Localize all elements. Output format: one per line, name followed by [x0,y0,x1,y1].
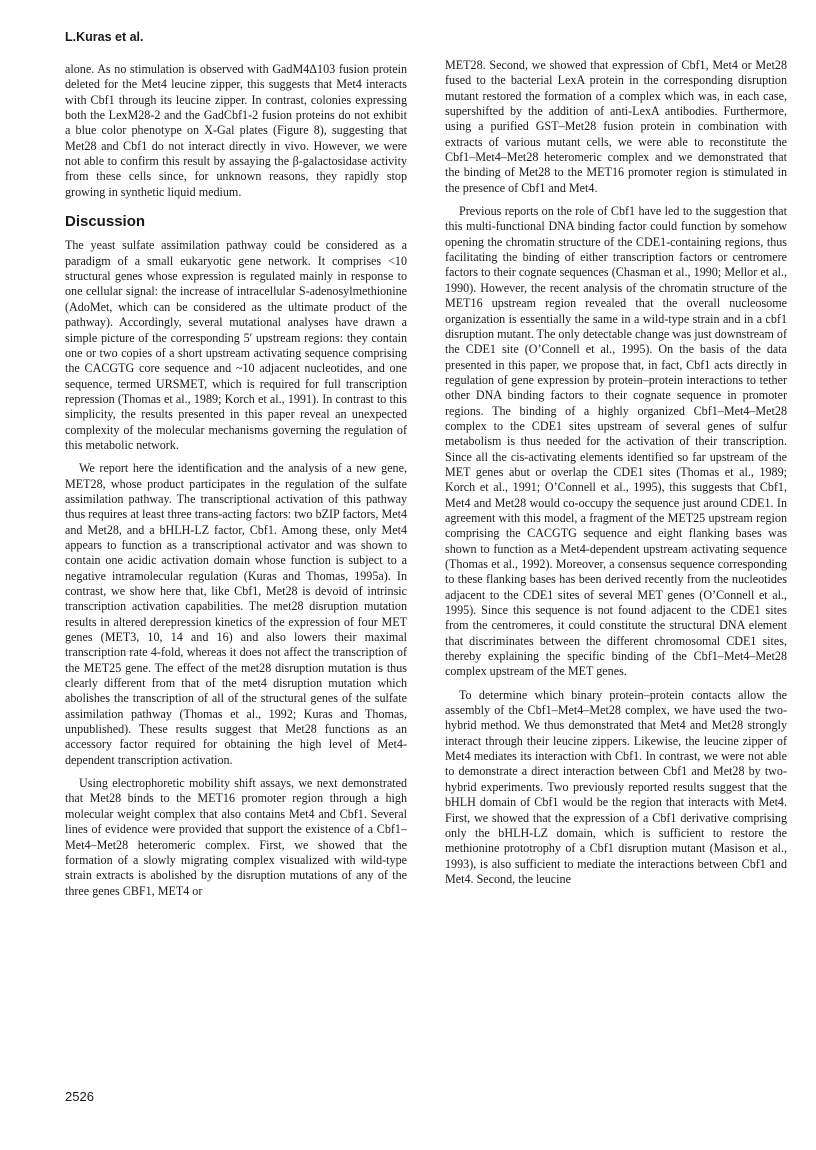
discussion-paragraph-1: The yeast sulfate assimilation pathway could be considered as a paradigm of a small eukaryotic gene network. It comprises <10 structural genes whose expression is regulated mainly in response to one cellular signal: the increase of intracellular S-adenosylmethionine (AdoMet, which can be considered as the ultimate product of the pathway). Accordingly, several mutational analyses have drawn a simple picture of the corresponding 5′ upstream regions: they contain one or two copies of a short upstream activating sequence comprising the CACGTG core sequence and ~10 adjacent nucleotides, and one sequence, termed URSMET, which is required for full transcription repression (Thomas et al., 1989; Korch et al., 1991). In contrast to this simplicity, the results presented in this paper reveal an unexpected complexity of the molecular mechanisms governing the regulation of this metabolic network. [65,238,407,452]
discussion-paragraph-5: To determine which binary protein–protein contacts allow the assembly of the Cbf1–Met4–Met28 complex, we have used the two-hybrid method. We thus demonstrated that Met4 and Met28 strongly interact through their leucine zippers. Likewise, the leucine zipper of Met4 mediates its interaction with Cbf1. In contrast, we were not able to demonstrate a direct interaction between Cbf1 and Met28 by two-hybrid experiments. Two previously reported results suggest that the bHLH domain of Cbf1 would be the region that interacts with Met4. First, we showed that the expression of a Cbf1 derivative comprising only the bHLH-LZ domain, which is sufficient to restore the methionine prototrophy of a Cbf1 disruption mutant (Masison et al., 1993), is also sufficient to mediate the interactions between Cbf1 and Met4. Second, the leucine [445,687,787,886]
intro-paragraph: alone. As no stimulation is observed with GadM4Δ103 fusion protein deleted for the Met4 leucine zipper, this suggests that Met4 interacts with Cbf1 through its leucine zipper. In contrast, colonies expressing both the LexM28-2 and the GadCbf1-2 fusion proteins do not exhibit a blue color phenotype on X-Gal plates (Figure 8), suggesting that Met28 and Cbf1 do not interact directly in vivo. However, we were not able to confirm this result by assaying the β-galactosidase activity from these cells since, for unknown reasons, they rapidly stop growing in synthetic liquid medium. [65,62,407,199]
section-heading-discussion: Discussion [65,213,146,231]
running-head: L.Kuras et al. [65,30,144,44]
left-column [65,62,407,899]
discussion-paragraph-3: Using electrophoretic mobility shift assays, we next demonstrated that Met28 binds to the MET16 promoter region through a high molecular weight complex that also contains Met4 and Cbf1. Several lines of evidence were provided that support the existence of a Cbf1–Met4–Met28 heteromeric complex. First, we showed that the formation of a slowly migrating complex visualized with wild-type strain extracts is abolished by the disruption mutations of any of the three genes CBF1, MET4 or [65,776,407,898]
page-number: 2526 [65,1089,94,1104]
right-column [445,58,787,887]
continued-paragraph: MET28. Second, we showed that expression of Cbf1, Met4 or Met28 fused to the bacterial LexA protein in the corresponding disruption mutant restored the formation of a complex which was, in each case, supershifted by the addition of anti-LexA antibodies. Furthermore, using a purified GST–Met28 fusion protein in combination with extracts of various mutant cells, we were able to reconstitute the Cbf1–Met4–Met28 heteromeric complex and we demonstrated that the binding of Met28 to the MET16 promoter region is stimulated in the presence of Cbf1 and Met4. [445,58,787,195]
discussion-paragraph-4: Previous reports on the role of Cbf1 have led to the suggestion that this multi-functional DNA binding factor could function by somehow opening the chromatin structure of the CDE1-containing regions, thus facilitating the binding of either transcription factors or centromere factors to their cognate sequences (Chasman et al., 1990; Mellor et al., 1990). However, the recent analysis of the chromatin structure of the MET16 upstream region revealed that the overall nucleosome organization is essentially the same in a wild-type strain and in a cbf1 disruption mutant. The only detectable change was just downstream of the CDE1 site (O’Connell et al., 1995). On the basis of the data presented in this paper, we propose that, in fact, Cbf1 acts directly in regulation of gene expression by protein–protein interactions to tether other DNA binding factors to their cognate sequence in promoter regions. The binding of a highly organized Cbf1–Met4–Met28 complex to the CDE1 sites upstream of several genes of sulfur metabolism is thus needed for the activation of their transcription. Since all the cis-activating elements identified so far upstream of the MET genes abut or overlap the CDE1 sites (Thomas et al., 1989; Korch et al., 1991; O’Connell et al., 1995), this suggests that Cbf1, Met4 and Met28 would co-occupy the sequence just around CDE1. In agreement with this model, a fragment of the MET25 upstream region comprising the CACGTG sequence and eight flanking bases was shown to function as a Met4-dependent upstream activating sequence (Thomas et al., 1992). Moreover, a consensus sequence corresponding to these flanking bases has been derived recently from the nucleotides adjacent to the CDE1 sites of several MET genes (O’Connell et al., 1995). Since this sequence is not found adjacent to the CDE1 sites from the centromeres, it could constitute the structural DNA element that discriminates between the different chromosomal CDE1 sites, thereby explaining the specific binding of the Cbf1–Met4–Met28 complex upstream of the MET genes. [445,204,787,679]
discussion-paragraph-2: We report here the identification and the analysis of a new gene, MET28, whose product participates in the regulation of the sulfate assimilation pathway. The transcriptional activation of this pathway thus requires at least three trans-acting factors: two bZIP factors, Met4 and Met28, and a bHLH-LZ factor, Cbf1. Among these, only Met4 appears to function as a transcriptional activator and was shown to contain one acidic activation domain whose function is subject to a negative intramolecular regulation (Kuras and Thomas, 1995a). In contrast, we show here that, like Cbf1, Met28 is devoid of intrinsic transcription activation capabilities. The met28 disruption mutation results in altered derepression kinetics of the expression of four MET genes (MET3, 10, 14 and 16) and also lowers their maximal transcription rate 4-fold, whereas it does not affect the transcription of the MET25 gene. The effect of the met28 disruption mutation is thus clearly different from that of the met4 disruption mutation which abolishes the transcription of all of the structural genes of the sulfate assimilation pathway (Thomas et al., 1992; Kuras and Thomas, unpublished). These results suggest that Met28 functions as an accessory factor required for obtaining the high level of Met4-dependent transcription activation. [65,461,407,767]
